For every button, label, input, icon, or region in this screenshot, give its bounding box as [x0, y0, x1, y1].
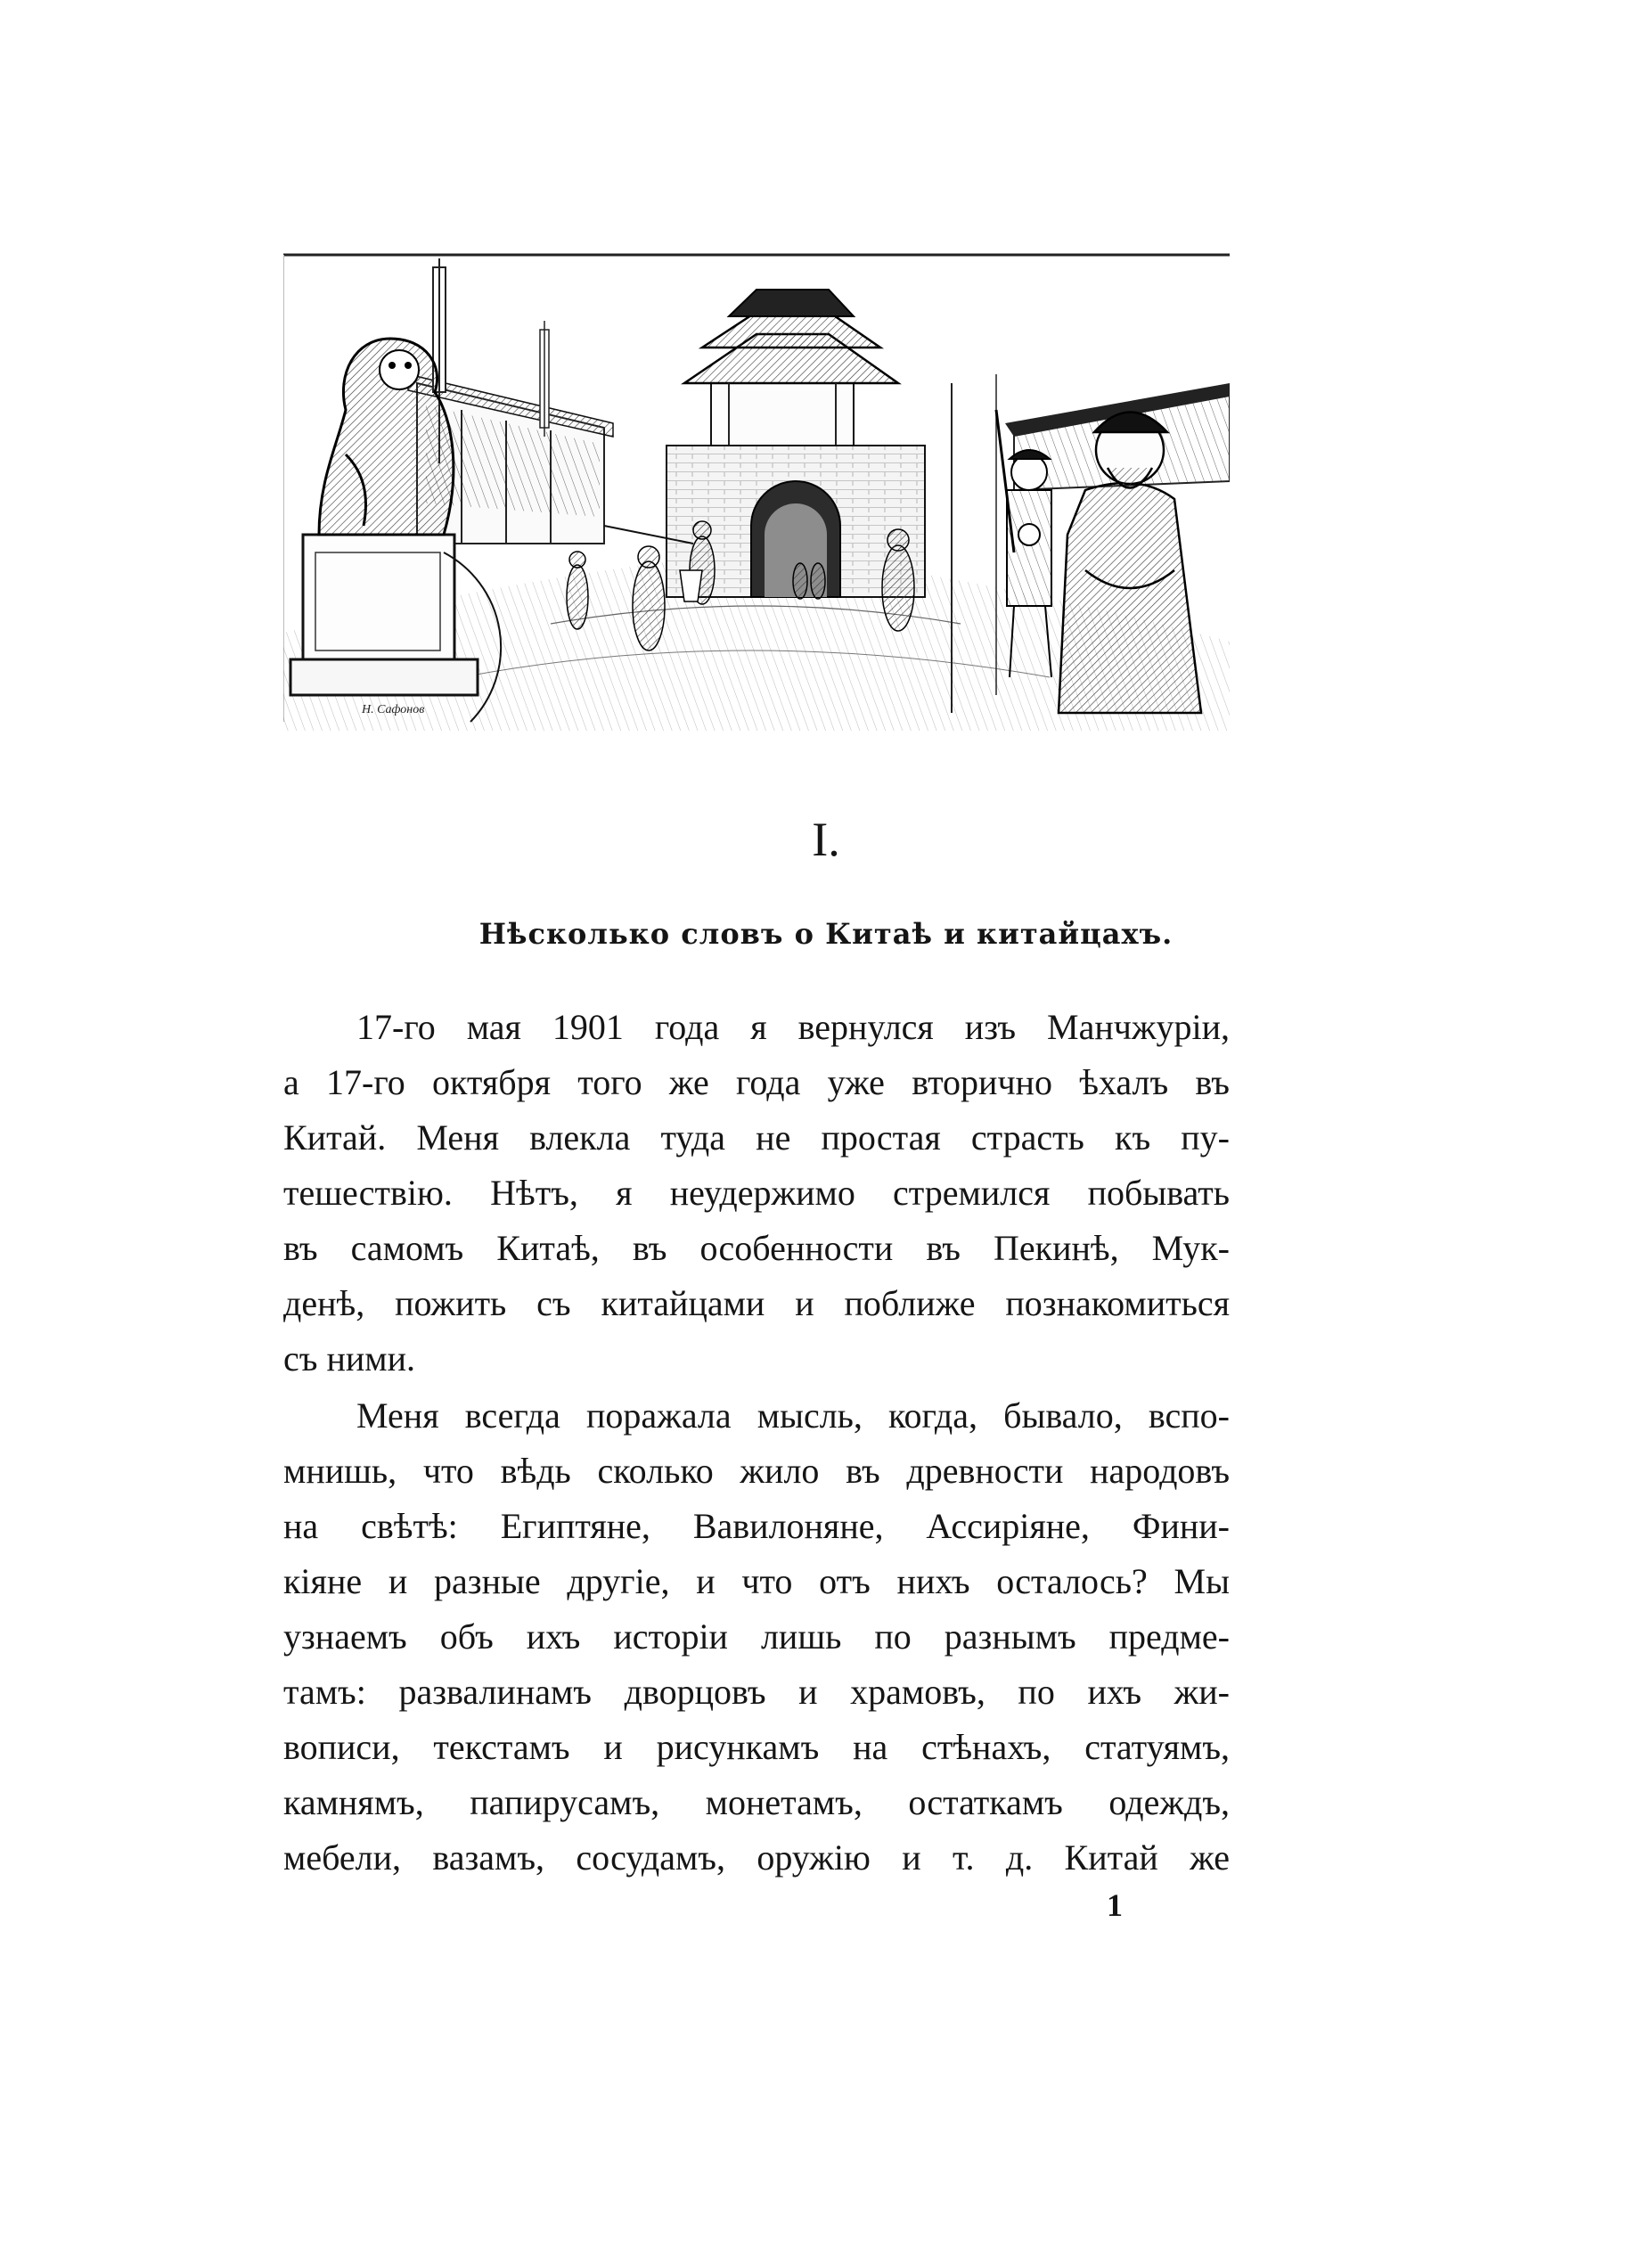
text-line: тамъ: развалинамъ дворцовъ и храмовъ, по ихъ жи-	[283, 1672, 1230, 1712]
text-line: мнишь, что вѣдь сколько жило въ древности народовъ	[283, 1451, 1230, 1491]
text-line: Китай. Меня влекла туда не простая страсть къ пу-	[283, 1117, 1230, 1158]
chapter-title: Нѣсколько словъ о Китаѣ и китайцахъ.	[478, 917, 1174, 951]
page-number: 1	[1107, 1887, 1123, 1923]
text-line: денѣ, пожить съ китайцами и поближе познакомиться	[283, 1283, 1230, 1323]
text-line: 17-го мая 1901 года я вернулся изъ Манчжуріи,	[356, 1007, 1230, 1047]
chapter-number: I.	[812, 813, 840, 866]
paragraph-2	[283, 1388, 1230, 1886]
text-line: а 17-го октября того же года уже вторично ѣхалъ въ	[283, 1062, 1230, 1102]
text-line: Меня всегда поражала мысль, когда, бывало, вспо-	[356, 1395, 1230, 1436]
text-line: вописи, текстамъ и рисункамъ на стѣнахъ, статуямъ,	[283, 1727, 1230, 1767]
text-line: съ ними.	[283, 1338, 415, 1379]
text-line: узнаемъ объ ихъ исторіи лишь по разнымъ предме-	[283, 1616, 1230, 1657]
text-line: кіяне и разные другіе, и что отъ нихъ осталось? Мы	[283, 1561, 1230, 1601]
chinese-street-engraving-icon	[283, 250, 1230, 731]
paragraph-1	[283, 1000, 1230, 1387]
text-line: на свѣтѣ: Египтяне, Вавилоняне, Ассиріяне, Фини-	[283, 1506, 1230, 1546]
artist-signature: Н. Сафонов	[362, 703, 425, 716]
text-line: въ самомъ Китаѣ, въ особенности въ Пекинѣ, Мук-	[283, 1228, 1230, 1268]
text-line: мебели, вазамъ, сосудамъ, оружію и т. д. Китай же	[283, 1837, 1230, 1878]
text-line: тешествію. Нѣтъ, я неудержимо стремился побывать	[283, 1173, 1230, 1213]
text-line: камнямъ, папирусамъ, монетамъ, остаткамъ одеждъ,	[283, 1782, 1230, 1822]
chapter-illustration	[283, 250, 1230, 731]
